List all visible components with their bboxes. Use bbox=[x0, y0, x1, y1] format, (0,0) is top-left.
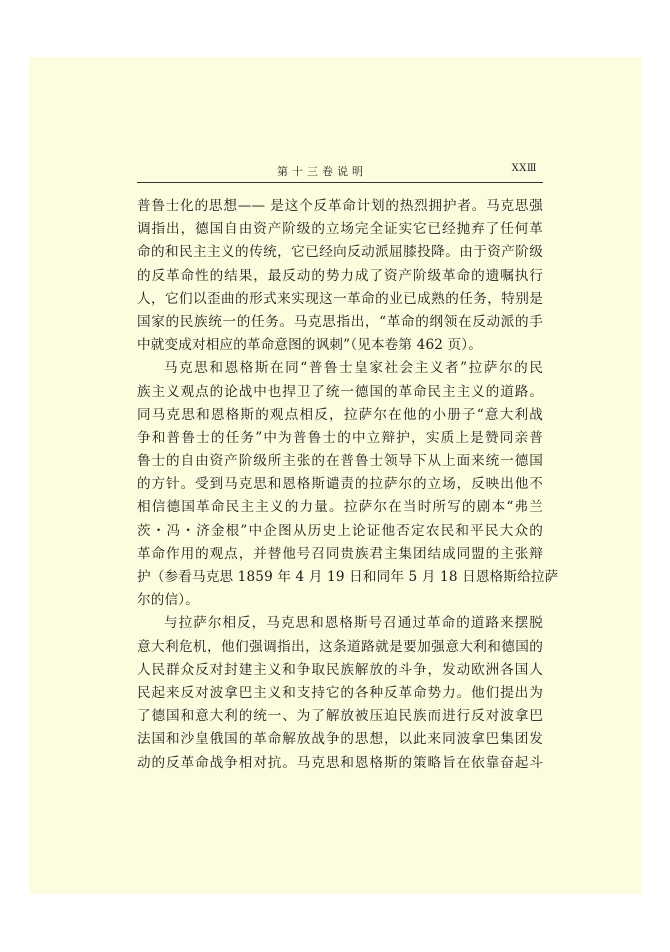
text-line: 调指出，德国自由资产阶级的立场完全证实它已经抛弃了任何革 bbox=[137, 221, 543, 238]
text-line: 尔的信）。 bbox=[137, 592, 199, 609]
body-text bbox=[137, 195, 559, 775]
text-line: 国家的民族统一的任务。马克思指出，“革命的纲领在反动派的手 bbox=[137, 313, 543, 330]
paragraph bbox=[137, 195, 543, 357]
text-line: 普鲁士化的思想—— 是这个反革命计划的热烈拥护者。马克思强 bbox=[137, 198, 543, 214]
text-line: 法国和沙皇俄国的革命解放战争的思想，以此来同波拿巴集团发 bbox=[137, 731, 543, 748]
paragraph bbox=[137, 612, 543, 774]
header-rule bbox=[137, 182, 543, 183]
paragraph bbox=[137, 357, 559, 612]
text-line: 护（参看马克思 1859 年 4 月 19 日和同年 5 月 18 日恩格斯给拉萨 bbox=[137, 569, 559, 585]
text-line: 马克思和恩格斯在同“普鲁士皇家社会主义者”拉萨尔的民 bbox=[164, 360, 543, 377]
text-line: 的方针。受到马克思和恩格斯谴责的拉萨尔的立场，反映出他不 bbox=[137, 476, 543, 493]
text-line: 相信德国革命民主主义的力量。拉萨尔在当时所写的剧本“弗兰 bbox=[137, 499, 543, 516]
text-line: 意大利危机，他们强调指出，这条道路就是要加强意大利和德国的 bbox=[137, 638, 543, 655]
text-line: 族主义观点的论战中也捍卫了统一德国的革命民主主义的道路。 bbox=[137, 383, 543, 400]
text-line: 动的反革命战争相对抗。马克思和恩格斯的策略旨在依靠奋起斗 bbox=[137, 754, 543, 771]
text-line: 中就变成对相应的革命意图的讽刺”（见本卷第 462 页）。 bbox=[137, 337, 482, 354]
text-line: 人，它们以歪曲的形式来实现这一革命的业已成熟的任务，特别是 bbox=[137, 290, 543, 307]
text-line: 茨・冯・济金根”中企图从历史上论证他否定农民和平民大众的 bbox=[137, 522, 543, 539]
text-line: 民起来反对波拿巴主义和支持它的各种反革命势力。他们提出为 bbox=[137, 684, 543, 701]
running-head-title: 第十三卷说明 bbox=[277, 165, 367, 178]
text-line: 鲁士的自由资产阶级所主张的在普鲁士领导下从上面来统一德国 bbox=[137, 453, 543, 470]
text-line: 同马克思和恩格斯的观点相反，拉萨尔在他的小册子“意大利战 bbox=[137, 406, 543, 423]
text-line: 了德国和意大利的统一、为了解放被压迫民族而进行反对波拿巴 bbox=[137, 708, 543, 725]
text-line: 与拉萨尔相反，马克思和恩格斯号召通过革命的道路来摆脱 bbox=[164, 615, 543, 632]
text-line: 人民群众反对封建主义和争取民族解放的斗争，发动欧洲各国人 bbox=[137, 661, 543, 678]
text-line: 的反革命性的结果，最反动的势力成了资产阶级革命的遗嘱执行 bbox=[137, 267, 543, 284]
text-line: 革命作用的观点，并替他号召同贵族君主集团结成同盟的主张辩 bbox=[137, 545, 543, 562]
text-line: 争和普鲁士的任务”中为普鲁士的中立辩护，实质上是赞同亲普 bbox=[137, 429, 543, 446]
running-head bbox=[137, 161, 543, 179]
text-line: 命的和民主主义的传统，它已经向反动派屈膝投降。由于资产阶级 bbox=[137, 244, 543, 261]
page-number: XXⅢ bbox=[511, 163, 537, 174]
